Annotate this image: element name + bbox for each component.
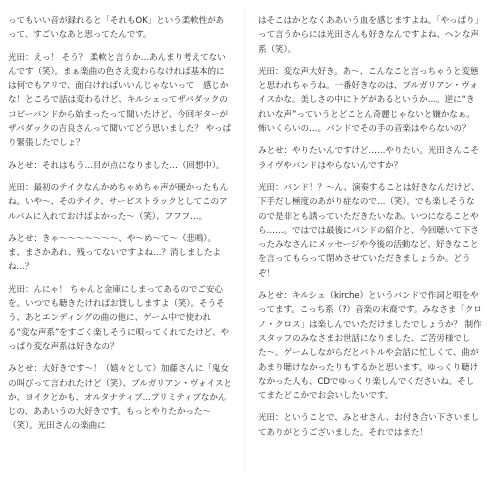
paragraph: 光田：えっ！ そう？ 柔軟と言うか…あんまり考えてないんです（笑）。まぁ楽曲の色さえ変わらなければ基本的には何でもアリで、面白ければいいんじゃないって 感じかな！ところで話は変わるけど、キルシェってザバダックのコピーバンドから始まったって聞いたけど、今回ギターがザバダックの吉良さんって聞いてどう思いました？ やっぱり緊張したでしょ？ (8, 52, 231, 149)
paragraph: みとせ：やりたいんですけど……やりたい。光田さんこそライヴやバンドはやらないんですか？ (258, 146, 479, 171)
paragraph: はそこはかとなくああいう血を感じますよね。「やっぱり」って言うからには光田さんも好きなんですよね、ヘンな声系（笑）。 (258, 16, 479, 55)
paragraph: みとせ：大好きです〜！（嬉々として）加藤さんに「鬼女の叫びって言われたけど（笑）、ブルガリアン・ヴォイスとか、ヨイクとかも、オルタナティブ…プリミティブなかんじの、ああいうの大好きです。もっとやりたかった〜（笑）。光田さんの楽曲に (8, 364, 232, 432)
paragraph: 光田：バンド！？〜ん、演奏することは好きなんだけど、下手だし極度のあがり症なので…（笑）。でも楽しそうなので是非とも誘っていただきたいなあ。いつになることやら……。ではでは最後にバンドの紹介と、今回聴いて下さったみなさんにメッセージや今後の活動など、好きなことを言ってもらって閉めさせていただきましょうか。どうぞ！ (258, 182, 480, 279)
paragraph: みとせ：きゃ〜〜〜〜〜〜〜、や〜め〜て〜（悲鳴）。ま、まさかあれ、残ってないですよね…？消しましたよね…？ (8, 233, 221, 273)
right-column (258, 14, 482, 448)
column-divider (244, 8, 245, 471)
paragraph: 光田：ということで、みとせさん、お付き合い下さいましてありがとうございました。それではまた！ (258, 413, 480, 438)
left-column (8, 14, 232, 442)
paragraph: 光田：変な声大好き。あ〜、こんなこと言っちゃうと変態と思われちゃうね。一番好きなのは、ブルガリアン・ヴォイスかな。美しさの中にトゲがあるというか…。逆に“きれいな声”っていうとどことん奇麗じゃないと嫌かなぁ。怖いくらいの…。バンドでその手の音楽はやらないの？ (258, 66, 479, 135)
paragraph: ってもいい音が録れると「それもOK」という柔軟性があって、すごいなあと思ってたんです。 (8, 16, 225, 41)
paragraph: 光田：んにゃ！ ちゃんと金庫にしまってあるのでご安心を。いつでも聴きたければお貸ししますよ（笑）。そうそう、あとエンディングの曲の他に、ゲーム中で使われる“変な声系”をすごく楽しそうに唄ってくれてたけど、やっぱり変な声系は好きなの？ (8, 284, 230, 352)
paragraph: みとせ：キルシェ（kirche）というバンドで作詞と唄をやってます。こっち系（?）音楽の末裔です。みなさま「クロノ・クロス」は楽しんでいただけましたでしょうか？ 制作スタッフのみなさまお世話になりました、ご苦労様でした〜。ゲームしながらだとバトルや会話に忙しくて、曲があまり聴けなかったりもするかと思います。ゆっくり聴けなかった人も、CDでゆっくり楽しんでくださいね。そしてまたどこかでお会いしたいです。 (258, 291, 482, 402)
paragraph: みとせ：それはもう…目が点になりました…（回想中）。 (8, 160, 225, 171)
paragraph: 光田：最初のテイクなんかめちゃめちゃ声が硬かったもんね。いや〜、そのテイク、サービストラックとしてこのアルバムに入れておけばよかった〜（笑）、フフフ…。 (8, 182, 229, 222)
